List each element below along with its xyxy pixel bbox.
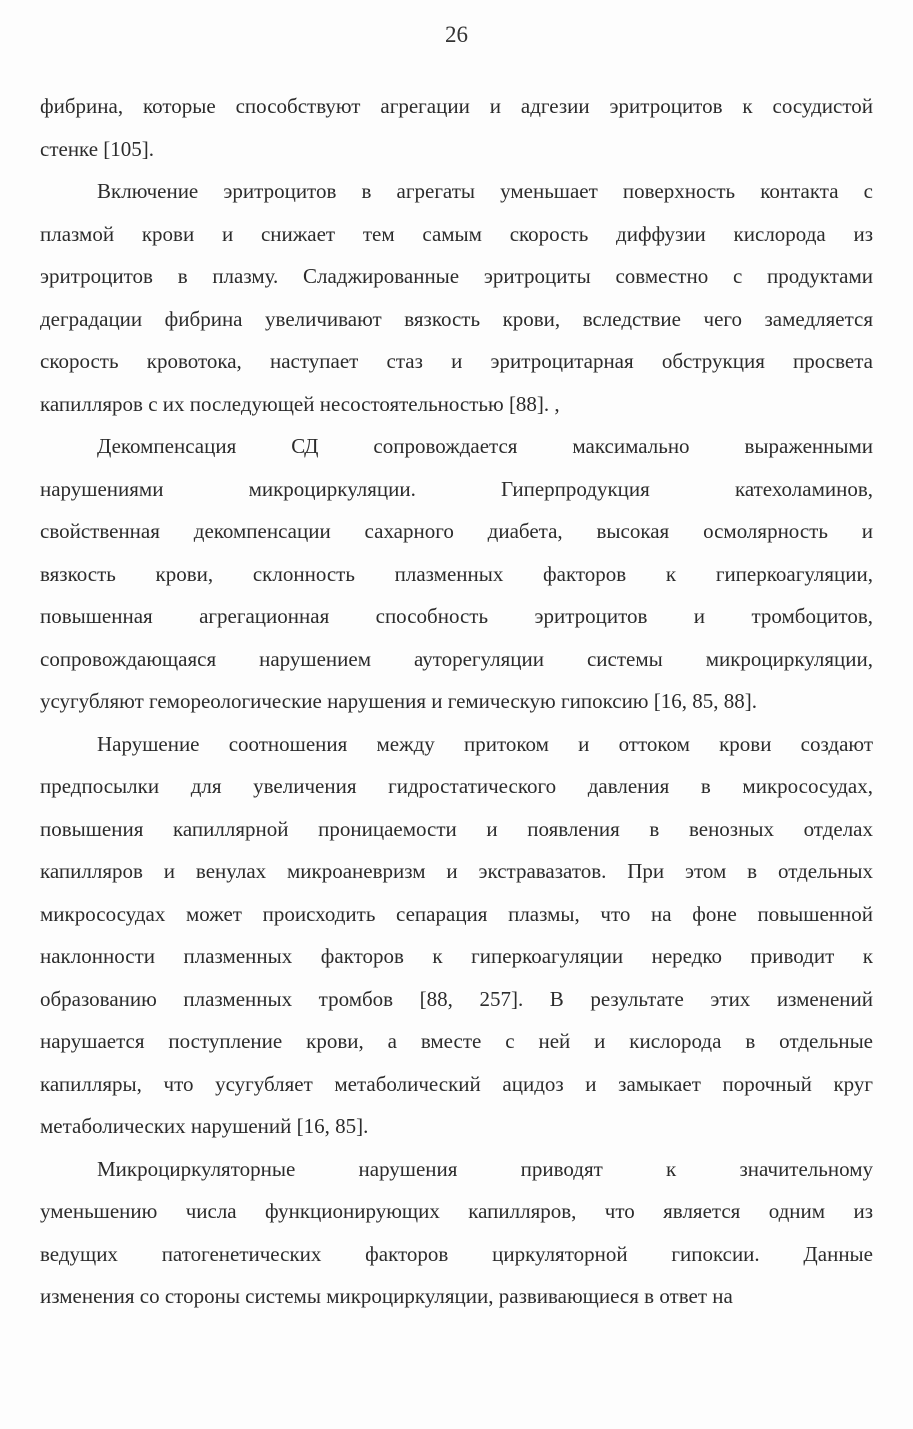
body-text [40, 85, 873, 1318]
text-line: сопровождающаяся нарушением ауторегуляции системы микроциркуляции, [40, 646, 873, 671]
text-line: метаболических нарушений [16, 85]. [40, 1114, 369, 1138]
text-line: Декомпенсация СД сопровождается максимально выраженными [97, 434, 873, 458]
text-line: скорость кровотока, наступает стаз и эритроцитарная обструкция просвета [40, 349, 873, 373]
page-number: 26 [445, 22, 468, 47]
text-line: стенке [105]. [40, 136, 155, 161]
text-line: повышенная агрегационная способность эритроцитов и тромбоцитов, [40, 604, 873, 628]
text-line: капилляры, что усугубляет метаболический ацидоз и замыкает порочный круг [40, 1071, 873, 1096]
text-line: изменения со стороны системы микроциркуляции, развивающиеся в ответ на [40, 1284, 733, 1308]
text-line: эритроцитов в плазму. Сладжированные эритроциты совместно с продуктами [40, 264, 873, 288]
text-line: наклонности плазменных факторов к гиперкоагуляции нередко приводит к [40, 944, 873, 968]
text-line: капилляров и венулах микроаневризм и экстравазатов. При этом в отдельных [40, 859, 873, 883]
text-line: ведущих патогенетических факторов циркуляторной гипоксии. Данные [40, 1241, 873, 1266]
text-line: капилляров с их последующей несостоятельностью [88]. , [40, 391, 560, 416]
text-line: нарушается поступление крови, а вместе с ней и кислорода в отдельные [40, 1029, 873, 1053]
paragraph [40, 170, 873, 425]
text-line: уменьшению числа функционирующих капилляров, что является одним из [40, 1199, 873, 1223]
text-line: Нарушение соотношения между притоком и оттоком крови создают [97, 731, 873, 756]
text-line: фибрина, которые способствуют агрегации и адгезии эритроцитов к сосудистой [40, 94, 873, 118]
text-line: Включение эритроцитов в агрегаты уменьшает поверхность контакта с [97, 179, 873, 203]
text-line: Микроциркуляторные нарушения приводят к значительному [97, 1156, 873, 1181]
text-line: повышения капиллярной проницаемости и появления в венозных отделах [40, 816, 873, 841]
text-line: нарушениями микроциркуляции. Гиперпродукция катехоламинов, [40, 476, 873, 501]
paragraph [40, 85, 873, 170]
text-line: деградации фибрина увеличивают вязкость крови, вследствие чего замедляется [40, 306, 873, 331]
paragraph [40, 425, 873, 723]
paragraph [40, 723, 873, 1148]
text-line: предпосылки для увеличения гидростатического давления в микрососудах, [40, 774, 873, 798]
text-line: плазмой крови и снижает тем самым скорость диффузии кислорода из [40, 221, 873, 246]
text-line: усугубляют гемореологические нарушения и гемическую гипоксию [16, 85, 88]. [40, 689, 757, 713]
text-line: свойственная декомпенсации сахарного диабета, высокая осмолярность и [40, 519, 873, 543]
paragraph [40, 1148, 873, 1318]
text-line: микрососудах может происходить сепарация плазмы, что на фоне повышенной [40, 901, 873, 926]
text-line: вязкость крови, склонность плазменных факторов к гиперкоагуляции, [40, 561, 873, 586]
text-line: образованию плазменных тромбов [88, 257]. В результате этих изменений [40, 986, 873, 1011]
